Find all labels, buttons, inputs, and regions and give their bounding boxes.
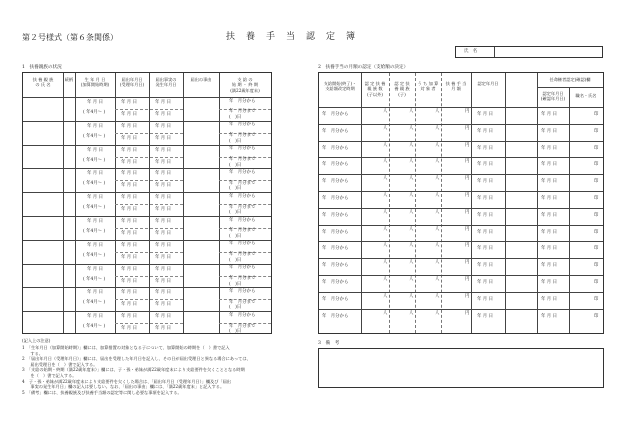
period: 年 月分から xyxy=(322,280,349,285)
person-count: 人 xyxy=(409,142,414,148)
confirm-date-label: 認定年月日 (確認年月日) xyxy=(540,91,566,102)
person-count: 人 xyxy=(409,109,414,114)
payment-end: 年 月分まで xyxy=(229,157,256,162)
half-divider xyxy=(115,157,183,158)
family-name-field[interactable] xyxy=(24,241,62,263)
col-divider xyxy=(389,73,390,333)
person-count: 人 xyxy=(409,277,414,282)
payment-paren: ( )日 xyxy=(229,305,242,311)
confirm-date: 年 月 日 xyxy=(541,212,557,218)
birth-date: 年 月 日 xyxy=(87,219,103,224)
person-count: 人 xyxy=(409,310,414,316)
payment-paren: ( )日 xyxy=(229,186,242,192)
col-divider xyxy=(505,73,506,333)
approval-date: 年 月 日 xyxy=(477,296,493,302)
name-box xyxy=(455,46,603,58)
allowance-yen: 円 xyxy=(465,209,470,215)
payment-paren: ( )日 xyxy=(229,114,242,120)
person-count: 人 xyxy=(435,310,440,316)
report-date: 年 月 日 xyxy=(121,123,137,129)
payment-paren: ( )日 xyxy=(229,162,242,168)
half-divider xyxy=(115,252,183,253)
page-title: 扶 養 手 当 認 定 簿 xyxy=(226,32,357,42)
report-date: 年 月 日 xyxy=(121,278,137,284)
payment-start: 年 月分から xyxy=(229,265,256,271)
report-date: 年 月 日 xyxy=(155,207,171,213)
person-count: 人 xyxy=(409,209,414,215)
person-count: 人 xyxy=(409,176,414,182)
person-count: 人 xyxy=(435,293,440,299)
approval-date: 年 月 日 xyxy=(477,162,493,168)
addition-start: ( 年4月～ ) xyxy=(83,181,106,187)
row-divider xyxy=(319,124,603,125)
note-line: を（ ）書で記入する。 xyxy=(22,373,77,378)
family-name-field[interactable] xyxy=(24,288,62,310)
birth-date: 年 月 日 xyxy=(87,123,103,129)
header-divider xyxy=(319,107,603,108)
payment-end: 年 月分まで xyxy=(229,323,256,329)
period: 年 月分から xyxy=(322,128,349,134)
section1-header-6: 届出の事由 xyxy=(190,77,212,82)
report-date: 年 月 日 xyxy=(121,135,137,141)
payment-start: 年 月分から xyxy=(229,146,256,152)
report-date: 年 月 日 xyxy=(121,326,137,332)
confirm-date: 年 月 日 xyxy=(541,246,557,252)
payment-paren: ( )日 xyxy=(229,281,242,287)
addition-start: ( 年4月～ ) xyxy=(83,110,106,115)
row-divider xyxy=(319,208,603,209)
person-count: 人 xyxy=(409,243,414,249)
section1-header-7: 支 給 の 始 期 ・ 終 期 (満22歳年度末) xyxy=(230,77,260,93)
birth-date: 年 月 日 xyxy=(87,171,103,177)
person-count: 人 xyxy=(409,293,414,299)
family-name-field[interactable] xyxy=(24,265,62,287)
report-date: 年 月 日 xyxy=(155,100,171,105)
addition-start: ( 年4月～ ) xyxy=(83,133,106,139)
period: 年 月分から xyxy=(322,313,349,319)
seal: 印 xyxy=(594,313,599,319)
allowance-yen: 円 xyxy=(465,142,470,148)
seal: 印 xyxy=(594,229,599,235)
seal: 印 xyxy=(594,212,599,218)
person-count: 人 xyxy=(383,243,388,249)
confirm-date: 年 月 日 xyxy=(541,128,557,134)
section2-title: 2 扶養手当の月額の認定（支給額の決定） xyxy=(318,65,409,70)
note-line: する。 xyxy=(22,350,43,356)
row-divider xyxy=(319,309,603,310)
person-count: 人 xyxy=(409,260,414,266)
section1-table xyxy=(22,72,272,334)
col-divider xyxy=(441,73,442,333)
payment-start: 年 月分から xyxy=(229,193,256,199)
row-divider xyxy=(319,191,603,192)
addition-start: ( 年4月～ ) xyxy=(83,157,106,163)
approval-date: 年 月 日 xyxy=(477,229,493,235)
half-divider xyxy=(115,323,183,324)
person-count: 人 xyxy=(435,209,440,215)
confirm-date: 年 月 日 xyxy=(541,229,557,235)
section2-header-1: 支給開始(終了)・ 支給額改定時期 xyxy=(323,81,357,92)
person-count: 人 xyxy=(383,277,388,282)
section1-header-4: 届出年月日 (受理年月日) xyxy=(119,77,145,88)
addition-start: ( 年4月～ ) xyxy=(83,229,106,234)
row-divider xyxy=(319,141,603,142)
col-divider xyxy=(149,73,150,333)
family-name-field[interactable] xyxy=(24,169,62,191)
birth-date: 年 月 日 xyxy=(87,290,103,296)
report-date: 年 月 日 xyxy=(155,278,171,284)
row-divider xyxy=(319,275,603,276)
report-date: 年 月 日 xyxy=(155,230,171,236)
row-divider xyxy=(319,225,603,226)
payment-start: 年 月分から xyxy=(229,312,256,318)
half-divider xyxy=(115,299,183,300)
report-date: 年 月 日 xyxy=(155,111,171,117)
report-date: 年 月 日 xyxy=(121,147,137,153)
report-date: 年 月 日 xyxy=(155,290,171,296)
section3-title: 3 備 考 xyxy=(318,341,340,346)
payment-start: 年 月分から xyxy=(229,241,256,247)
form-id: 第２号様式（第６条関係） xyxy=(22,33,118,42)
payment-start: 年 月分から xyxy=(229,217,256,223)
note-line: 2 「届出年月日（受理年月日）」欄には、届出を受理した年月日を記入し、その日が届出受理日と異なる場合にあっては、 xyxy=(22,356,251,362)
report-date: 年 月 日 xyxy=(155,266,171,272)
person-count: 人 xyxy=(383,260,388,266)
person-count: 人 xyxy=(409,193,414,198)
birth-date: 年 月 日 xyxy=(87,147,103,153)
allowance-yen: 円 xyxy=(465,293,470,299)
payment-end: 年 月分まで xyxy=(229,204,256,210)
birth-date: 年 月 日 xyxy=(87,314,103,320)
birth-date: 年 月 日 xyxy=(87,100,103,105)
note-line: 4 子・孫・弟妹が満22歳年度末により支給要件を欠くした場合は、「届出年月日（受理年月日）」欄及び「届出 xyxy=(22,378,231,384)
col-divider xyxy=(115,73,116,333)
report-date: 年 月 日 xyxy=(155,326,171,332)
row-divider xyxy=(319,258,603,259)
col-divider xyxy=(183,73,184,333)
half-divider xyxy=(115,133,183,134)
seal: 印 xyxy=(594,263,599,269)
report-date: 年 月 日 xyxy=(155,195,171,201)
half-divider xyxy=(115,204,183,205)
payment-end: 年 月分まで xyxy=(229,180,256,186)
payment-paren: ( )日 xyxy=(229,257,242,263)
report-date: 年 月 日 xyxy=(121,159,137,165)
col-divider xyxy=(537,73,538,333)
person-count: 人 xyxy=(383,142,388,148)
section1-header-5: 届出事実の 発生年月日 xyxy=(155,77,177,88)
section2-header-7: 任命権者認定(確認)欄 xyxy=(549,77,591,82)
report-date: 年 月 日 xyxy=(121,314,137,320)
report-date: 年 月 日 xyxy=(121,195,137,201)
section2-header-2: 認 定 扶 養 親 族 数 (子以外) xyxy=(364,81,386,97)
person-count: 人 xyxy=(383,226,388,232)
approval-date: 年 月 日 xyxy=(477,280,493,285)
report-date: 年 月 日 xyxy=(121,266,137,272)
person-count: 人 xyxy=(435,159,440,165)
section2-header-3: 認 定 扶 養 親 族 (子) xyxy=(394,81,410,97)
half-divider xyxy=(115,109,183,110)
payment-start: 年 月分から xyxy=(229,98,256,104)
approval-date: 年 月 日 xyxy=(477,212,493,218)
payment-paren: ( )日 xyxy=(229,138,242,144)
payment-start: 年 月分から xyxy=(229,288,256,294)
person-count: 人 xyxy=(383,176,388,182)
addition-start: ( 年4月～ ) xyxy=(83,276,106,282)
payment-end: 年 月分まで xyxy=(229,228,256,234)
col-divider xyxy=(361,73,362,333)
period: 年 月分から xyxy=(322,162,349,168)
payment-paren: ( )日 xyxy=(229,233,242,239)
addition-start: ( 年4月～ ) xyxy=(83,324,106,330)
allowance-yen: 円 xyxy=(465,125,470,131)
report-date: 年 月 日 xyxy=(155,159,171,165)
person-count: 人 xyxy=(383,310,388,316)
payment-end: 年 月分まで xyxy=(229,276,256,281)
seal: 印 xyxy=(594,128,599,134)
person-count: 人 xyxy=(435,243,440,249)
report-date: 年 月 日 xyxy=(155,302,171,308)
payment-end: 年 月分まで xyxy=(229,252,256,258)
section2-table xyxy=(318,72,604,334)
approval-date: 年 月 日 xyxy=(477,112,493,117)
payment-paren: ( )日 xyxy=(229,210,242,216)
person-count: 人 xyxy=(435,109,440,114)
payment-start: 年 月分から xyxy=(229,122,256,128)
birth-date: 年 月 日 xyxy=(87,195,103,201)
report-date: 年 月 日 xyxy=(121,254,137,260)
name-label: 氏 名 xyxy=(464,49,478,54)
person-count: 人 xyxy=(435,142,440,148)
section2-header-4: う ち 加 算 対 象 者 xyxy=(417,81,439,92)
period: 年 月分から xyxy=(322,212,349,218)
allowance-yen: 円 xyxy=(465,310,470,316)
report-date: 年 月 日 xyxy=(121,302,137,308)
report-date: 年 月 日 xyxy=(121,183,137,189)
family-name-field[interactable] xyxy=(24,193,62,215)
note-line: 届出受理日を（ ）書で記入する。 xyxy=(22,361,98,367)
person-count: 人 xyxy=(383,209,388,215)
confirm-date: 年 月 日 xyxy=(541,296,557,302)
allowance-yen: 円 xyxy=(465,260,470,266)
birth-date: 年 月 日 xyxy=(87,266,103,272)
col-divider xyxy=(63,73,64,333)
sub-divider xyxy=(537,87,603,88)
report-date: 年 月 日 xyxy=(121,290,137,296)
allowance-yen: 円 xyxy=(465,109,470,114)
row-divider xyxy=(319,174,603,175)
notes-heading: (記入上の注意) xyxy=(22,338,51,343)
report-date: 年 月 日 xyxy=(155,171,171,177)
report-date: 年 月 日 xyxy=(155,254,171,260)
approval-date: 年 月 日 xyxy=(477,196,493,201)
col-divider xyxy=(219,73,220,333)
person-count: 人 xyxy=(409,159,414,165)
person-count: 人 xyxy=(383,293,388,299)
row-divider xyxy=(319,157,603,158)
person-count: 人 xyxy=(435,260,440,266)
confirm-date: 年 月 日 xyxy=(541,263,557,269)
period: 年 月分から xyxy=(322,179,349,185)
confirm-date: 年 月 日 xyxy=(541,162,557,168)
report-date: 年 月 日 xyxy=(155,147,171,153)
allowance-yen: 円 xyxy=(465,176,470,182)
person-count: 人 xyxy=(435,226,440,232)
payment-start: 年 月分から xyxy=(229,169,256,175)
section1-header-3: 生 年 月 日 (加算開始時期) xyxy=(80,77,110,88)
approval-date: 年 月 日 xyxy=(477,145,493,151)
person-count: 人 xyxy=(435,176,440,182)
seal: 印 xyxy=(594,196,599,201)
report-date: 年 月 日 xyxy=(155,314,171,320)
seal: 印 xyxy=(594,145,599,151)
confirm-date: 年 月 日 xyxy=(541,112,557,117)
period: 年 月分から xyxy=(322,196,349,201)
addition-start: ( 年4月～ ) xyxy=(83,252,106,258)
note-line: 事実の発生年月日」欄の記入は要しない。なお、「届出の事由」欄には、「満22歳年度末」と記入する。 xyxy=(22,384,225,390)
approval-date: 年 月 日 xyxy=(477,313,493,319)
seal: 印 xyxy=(594,296,599,302)
report-date: 年 月 日 xyxy=(155,123,171,129)
report-date: 年 月 日 xyxy=(155,135,171,141)
remarks-box[interactable] xyxy=(318,348,604,388)
report-date: 年 月 日 xyxy=(121,207,137,213)
person-count: 人 xyxy=(435,277,440,282)
confirm-date: 年 月 日 xyxy=(541,313,557,319)
birth-date: 年 月 日 xyxy=(87,242,103,248)
confirm-date: 年 月 日 xyxy=(541,280,557,285)
payment-end: 年 月分まで xyxy=(229,133,256,139)
report-date: 年 月 日 xyxy=(121,242,137,248)
report-date: 年 月 日 xyxy=(155,219,171,224)
allowance-yen: 円 xyxy=(465,243,470,249)
confirm-date: 年 月 日 xyxy=(541,145,557,151)
note-line: 3 「支給の始期・終期（満22歳年度末）」欄には、子・孫・弟妹が満22歳年度末により支給要件を欠くこととなる時期 xyxy=(22,367,245,373)
col-divider xyxy=(471,73,472,333)
row-divider xyxy=(319,241,603,242)
report-date: 年 月 日 xyxy=(121,171,137,177)
report-date: 年 月 日 xyxy=(155,183,171,189)
period: 年 月分から xyxy=(322,263,349,269)
confirm-date: 年 月 日 xyxy=(541,196,557,201)
section1-header-1: 扶 養 親 族 の 氏 名 xyxy=(32,77,54,88)
allowance-yen: 円 xyxy=(465,226,470,232)
seal: 印 xyxy=(594,246,599,252)
person-count: 人 xyxy=(383,193,388,198)
person-count: 人 xyxy=(383,109,388,114)
person-count: 人 xyxy=(383,125,388,131)
person-count: 人 xyxy=(435,193,440,198)
report-date: 年 月 日 xyxy=(155,242,171,248)
period: 年 月分から xyxy=(322,112,349,117)
payment-end: 年 月分まで xyxy=(229,299,256,305)
family-name-field[interactable] xyxy=(24,122,62,144)
period: 年 月分から xyxy=(322,296,349,302)
half-divider xyxy=(115,228,183,229)
allowance-yen: 円 xyxy=(465,159,470,165)
seal: 印 xyxy=(594,112,599,117)
col-divider xyxy=(75,73,76,333)
approval-date: 年 月 日 xyxy=(477,263,493,269)
family-name-field[interactable] xyxy=(24,146,62,168)
confirm-date: 年 月 日 xyxy=(541,179,557,185)
report-date: 年 月 日 xyxy=(121,111,137,117)
report-date: 年 月 日 xyxy=(121,100,137,105)
person-count: 人 xyxy=(383,159,388,165)
note-line: 5 「備考」欄には、扶養親族及び扶養手当額の認定等に関し必要な事項を記入する。 xyxy=(22,389,182,395)
approval-date: 年 月 日 xyxy=(477,179,493,185)
addition-start: ( 年4月～ ) xyxy=(83,300,106,306)
report-date: 年 月 日 xyxy=(121,219,137,224)
person-count: 人 xyxy=(409,226,414,232)
half-divider xyxy=(115,180,183,181)
row-divider xyxy=(319,292,603,293)
period: 年 月分から xyxy=(322,229,349,235)
name-field[interactable] xyxy=(496,47,602,57)
family-name-field[interactable] xyxy=(24,312,62,334)
payment-paren: ( )日 xyxy=(229,329,242,335)
note-line: 1 「生年月日（加算開始時期）」欄には、加算措置の対象となる子について、加算開始の時期を（ ）書で記入 xyxy=(22,345,230,350)
allowance-yen: 円 xyxy=(465,277,470,282)
section2-header-6: 認定年月日 xyxy=(477,81,499,86)
approval-date: 年 月 日 xyxy=(477,246,493,252)
person-count: 人 xyxy=(409,125,414,131)
family-name-field[interactable] xyxy=(24,98,62,120)
allowance-yen: 円 xyxy=(465,193,470,198)
half-divider xyxy=(115,276,183,277)
addition-start: ( 年4月～ ) xyxy=(83,205,106,211)
period: 年 月分から xyxy=(322,145,349,151)
person-count: 人 xyxy=(435,125,440,131)
approval-date: 年 月 日 xyxy=(477,128,493,134)
section1-header-2: 続柄 xyxy=(64,77,74,82)
seal: 印 xyxy=(594,179,599,185)
confirm-name-label: 職名・氏名 xyxy=(575,93,597,98)
section2-header-5: 扶 養 手 当 月 額 xyxy=(445,81,467,92)
col-divider xyxy=(415,73,416,333)
period: 年 月分から xyxy=(322,246,349,252)
section1-title: 1 扶養親族の状況 xyxy=(22,65,62,70)
seal: 印 xyxy=(594,162,599,168)
seal: 印 xyxy=(594,280,599,285)
report-date: 年 月 日 xyxy=(121,230,137,236)
payment-end: 年 月分まで xyxy=(229,109,256,115)
family-name-field[interactable] xyxy=(24,217,62,239)
